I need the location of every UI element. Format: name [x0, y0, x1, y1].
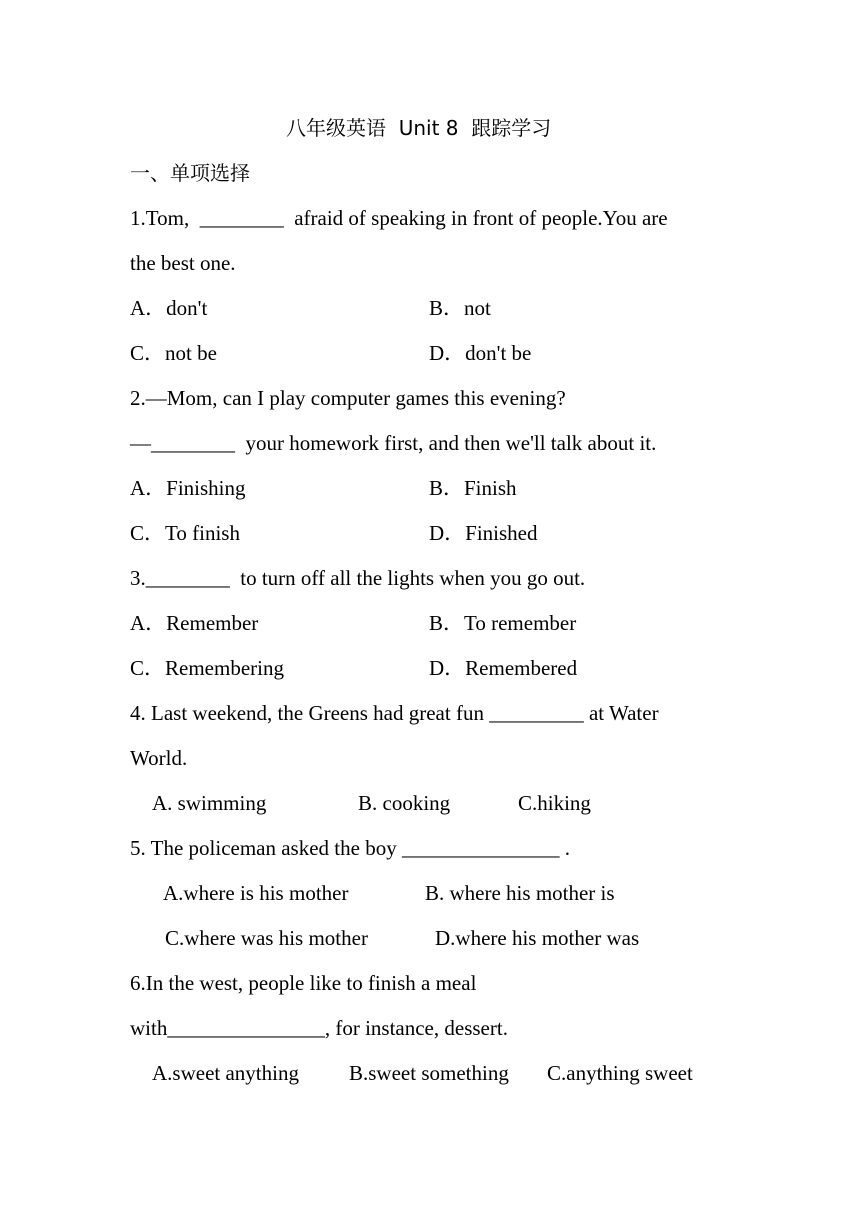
question-4-line-2: World.: [130, 746, 188, 770]
question-6-option-a: A.sweet anything: [152, 1061, 299, 1085]
question-2-option-a: A．Finishing: [130, 476, 246, 500]
question-1-option-b: B．not: [429, 296, 491, 320]
question-2-option-d: D．Finished: [429, 521, 538, 545]
page-title: 八年级英语 Unit 8 跟踪学习: [286, 116, 552, 140]
question-1-line-2: the best one.: [130, 251, 236, 275]
question-3-option-d: D．Remembered: [429, 656, 578, 680]
question-2-line-1: 2.—Mom, can I play computer games this evening?: [130, 386, 566, 410]
question-5-line-1: 5. The policeman asked the boy _______________ .: [130, 836, 570, 860]
question-6-line-2: with_______________, for instance, dessert.: [130, 1016, 508, 1040]
question-2-option-b: B．Finish: [429, 476, 517, 500]
question-6-line-1: 6.In the west, people like to finish a meal: [130, 971, 477, 995]
question-1-line-1: 1.Tom, ________ afraid of speaking in front of people.You are: [130, 206, 668, 230]
question-3-option-b: B．To remember: [429, 611, 577, 635]
question-4-option-a: A. swimming: [152, 791, 267, 815]
question-5-option-c: C.where was his mother: [165, 926, 368, 950]
question-1-option-d: D．don't be: [429, 341, 532, 365]
question-5-option-b: B. where his mother is: [425, 881, 615, 905]
question-3-option-a: A．Remember: [130, 611, 259, 635]
question-5-option-a: A.where is his mother: [163, 881, 349, 905]
question-5-option-d: D.where his mother was: [435, 926, 640, 950]
question-1-option-c: C．not be: [130, 341, 217, 365]
question-4-option-c: C.hiking: [518, 791, 591, 815]
question-6-option-b: B.sweet something: [349, 1061, 509, 1085]
question-2-line-2: —________ your homework first, and then we'll talk about it.: [130, 431, 657, 455]
question-3-option-c: C．Remembering: [130, 656, 284, 680]
question-4-line-1: 4. Last weekend, the Greens had great fun _________ at Water: [130, 701, 659, 725]
question-1-option-a: A．don't: [130, 296, 208, 320]
question-2-option-c: C．To finish: [130, 521, 240, 545]
question-4-option-b: B. cooking: [358, 791, 451, 815]
question-3-line-1: 3.________ to turn off all the lights when you go out.: [130, 566, 586, 590]
section-heading: 一、单项选择: [130, 161, 250, 185]
question-6-option-c: C.anything sweet: [547, 1061, 693, 1085]
